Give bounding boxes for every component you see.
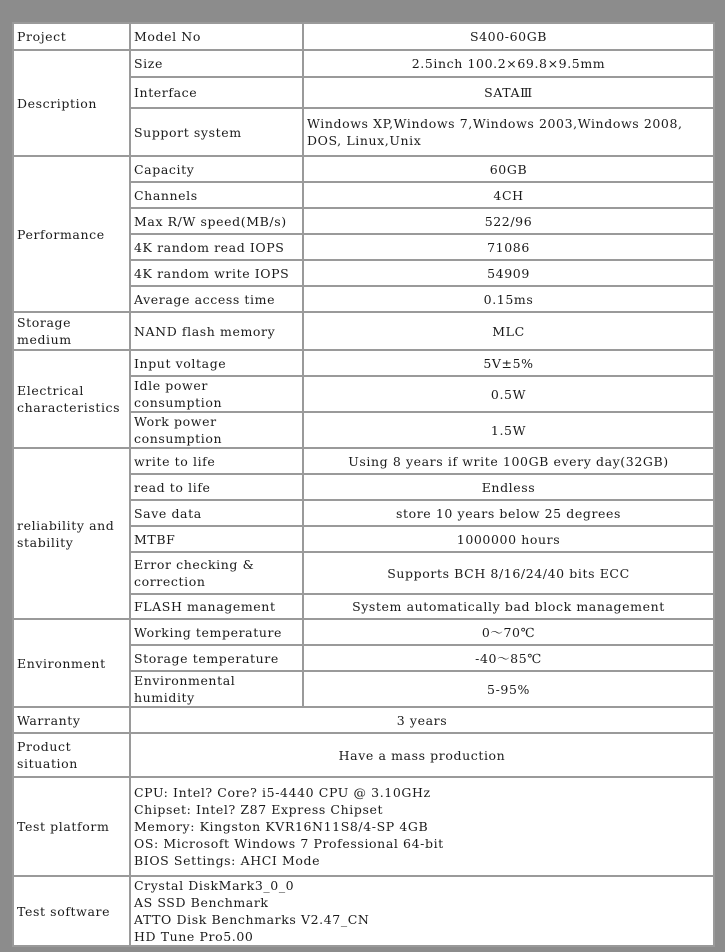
row-value: 71086 [304,235,713,259]
row-label: Input voltage [131,351,302,375]
warranty-label: Warranty [14,708,129,732]
row-value: 1000000 hours [304,527,713,551]
table-row [14,449,713,473]
row-value: Endless [304,475,713,499]
row-label: Idle power consumption [131,377,302,411]
row-label: Working temperature [131,620,302,644]
group-description: Description [14,51,129,155]
row-value: 5-95% [304,672,713,706]
test-software-line: Crystal DiskMark3_0_0 [134,878,295,893]
row-label: Max R/W speed(MB/s) [131,209,302,233]
table-row [14,313,713,349]
table-row [14,708,713,732]
row-value: SATAⅢ [304,78,713,107]
row-value: 5V±5% [304,351,713,375]
row-label: write to life [131,449,302,473]
row-label: FLASH management [131,595,302,618]
test-platform-line: Memory: Kingston KVR16N11S8/4-SP 4GB [134,819,429,834]
test-platform-label: Test platform [14,778,129,875]
row-value: 522/96 [304,209,713,233]
row-label: MTBF [131,527,302,551]
test-platform-details [131,778,713,875]
table-row [14,351,713,375]
row-value: Windows XP,Windows 7,Windows 2003,Windows 2008, DOS, Linux,Unix [304,109,713,155]
row-label: Environmental humidity [131,672,302,706]
model-label: Model No [131,24,302,49]
group-environment: Environment [14,620,129,706]
row-label: Average access time [131,287,302,311]
table-row [14,157,713,181]
table-row [14,877,713,945]
row-value: 60GB [304,157,713,181]
warranty-value: 3 years [131,708,713,732]
test-software-label: Test software [14,877,129,945]
test-platform-line: CPU: Intel? Core? i5-4440 CPU @ 3.10GHz [134,785,431,800]
group-storage: Storage medium [14,313,129,349]
row-label: Work power consumption [131,413,302,447]
row-label: Interface [131,78,302,107]
row-value: 0.5W [304,377,713,411]
table-row [14,51,713,76]
test-software-line: ATTO Disk Benchmarks V2.47_CN [134,912,370,927]
row-value: 1.5W [304,413,713,447]
row-label: Support system [131,109,302,155]
spec-table [12,22,715,947]
test-software-line: HD Tune Pro5.00 [134,929,254,944]
test-platform-line: BIOS Settings: AHCI Mode [134,853,321,868]
row-label: Save data [131,501,302,525]
row-label: 4K random write IOPS [131,261,302,285]
row-label: NAND flash memory [131,313,302,349]
project-header: Project [14,24,129,49]
row-label: Channels [131,183,302,207]
group-reliability: reliability and stability [14,449,129,618]
row-value: 54909 [304,261,713,285]
row-label: 4K random read IOPS [131,235,302,259]
row-label: Storage temperature [131,646,302,670]
table-row [14,620,713,644]
test-software-details [131,877,713,945]
row-value: 0.15ms [304,287,713,311]
row-value: Supports BCH 8/16/24/40 bits ECC [304,553,713,593]
test-platform-line: OS: Microsoft Windows 7 Professional 64-bit [134,836,444,851]
group-electrical: Electrical characteristics [14,351,129,447]
row-value: System automatically bad block management [304,595,713,618]
row-value: 4CH [304,183,713,207]
model-value: S400-60GB [304,24,713,49]
table-row [14,778,713,875]
row-value: 0～70℃ [304,620,713,644]
product-label: Product situation [14,734,129,776]
row-value: 2.5inch 100.2×69.8×9.5mm [304,51,713,76]
row-label: Error checking & correction [131,553,302,593]
table-row [14,24,713,49]
row-value: store 10 years below 25 degrees [304,501,713,525]
row-value: MLC [304,313,713,349]
row-label: read to life [131,475,302,499]
table-row [14,734,713,776]
spec-sheet [12,22,715,942]
row-label: Size [131,51,302,76]
row-label: Capacity [131,157,302,181]
test-platform-line: Chipset: Intel? Z87 Express Chipset [134,802,384,817]
group-performance: Performance [14,157,129,311]
row-value: Using 8 years if write 100GB every day(32GB) [304,449,713,473]
product-value: Have a mass production [131,734,713,776]
row-value: -40～85℃ [304,646,713,670]
test-software-line: AS SSD Benchmark [134,895,269,910]
